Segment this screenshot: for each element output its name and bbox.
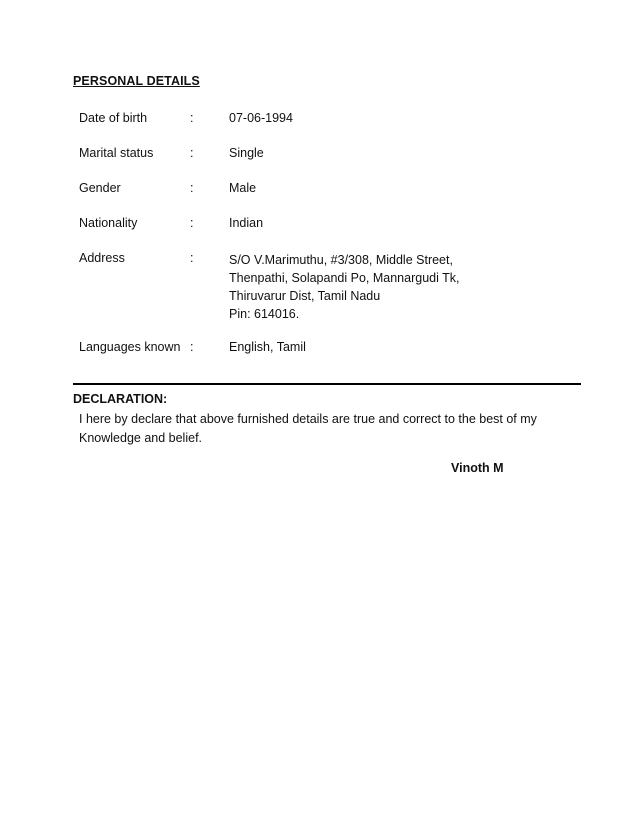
declaration-heading: DECLARATION: xyxy=(73,392,168,406)
detail-value: 07-06-1994 xyxy=(229,111,293,125)
address-line: Pin: 614016. xyxy=(229,307,300,321)
address-line: S/O V.Marimuthu, #3/308, Middle Street, xyxy=(229,253,453,267)
detail-row-gender xyxy=(79,181,579,195)
detail-label: Nationality xyxy=(79,216,138,230)
address-value xyxy=(229,251,579,323)
detail-separator: : xyxy=(190,251,194,265)
detail-separator: : xyxy=(190,111,194,125)
detail-label: Gender xyxy=(79,181,121,195)
declaration-text: I here by declare that above furnished details are true and correct to the best of my Knowledge and belief. xyxy=(79,412,537,445)
detail-separator: : xyxy=(190,181,194,195)
detail-separator: : xyxy=(190,146,194,160)
detail-value: Indian xyxy=(229,216,264,230)
detail-row-nationality xyxy=(79,216,579,230)
detail-row-languages-known xyxy=(79,340,579,354)
address-line: Thiruvarur Dist, Tamil Nadu xyxy=(229,289,381,303)
detail-value: Male xyxy=(229,181,257,195)
detail-label: Address xyxy=(79,251,125,265)
detail-row-marital-status xyxy=(79,146,579,160)
detail-label: Date of birth xyxy=(79,111,148,125)
detail-value: English, Tamil xyxy=(229,340,306,354)
personal-details-heading: PERSONAL DETAILS xyxy=(73,74,200,88)
detail-separator: : xyxy=(190,340,194,354)
address-line: Thenpathi, Solapandi Po, Mannargudi Tk, xyxy=(229,271,460,285)
detail-value: Single xyxy=(229,146,264,160)
detail-separator: : xyxy=(190,216,194,230)
section-divider xyxy=(73,383,581,385)
detail-row-date-of-birth xyxy=(79,111,579,125)
signature-name: Vinoth M xyxy=(451,461,504,475)
detail-label: Languages known xyxy=(79,340,181,354)
detail-label: Marital status xyxy=(79,146,154,160)
detail-row-address xyxy=(79,251,579,323)
